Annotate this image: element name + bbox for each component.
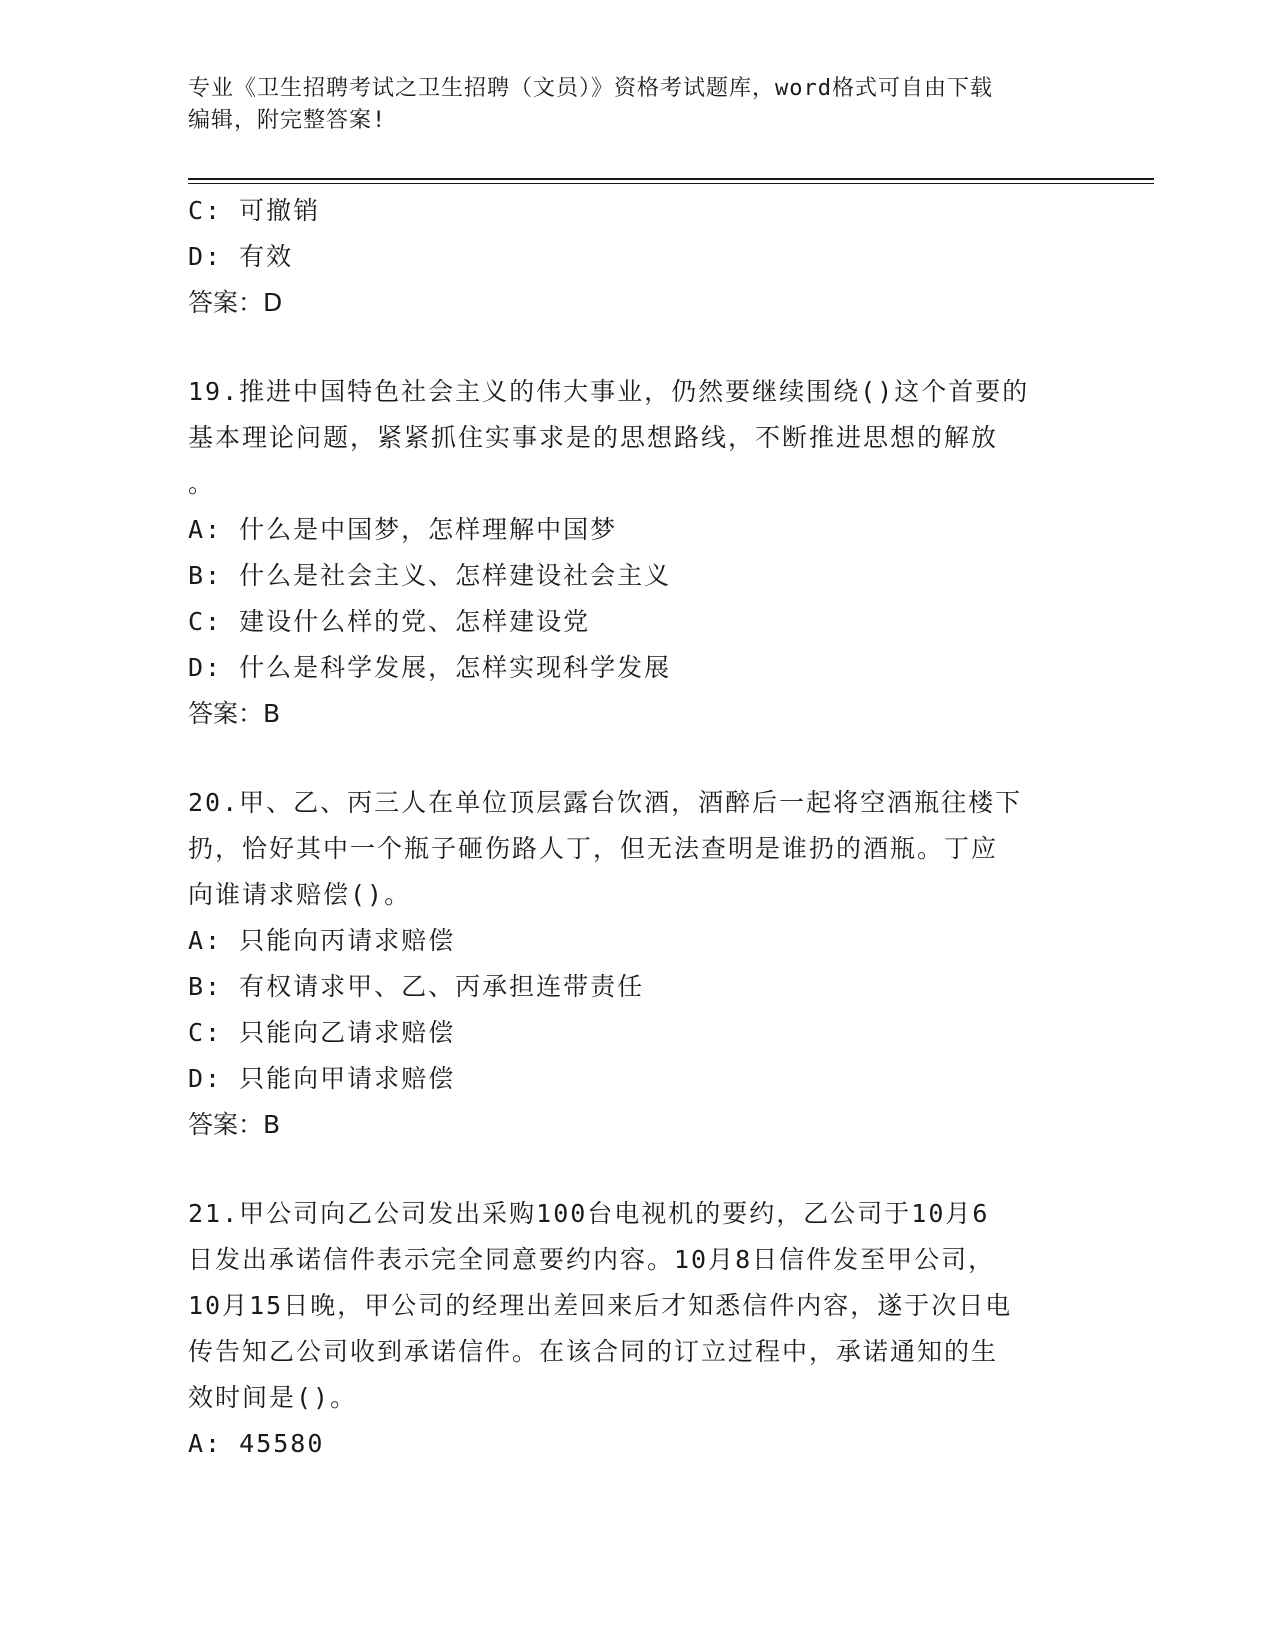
question-text-line: 效时间是()。 [188, 1383, 358, 1412]
question-21 [188, 1191, 1098, 1467]
answer-line: 答案：D [188, 288, 283, 317]
question-text-line: 。 [188, 469, 216, 498]
header-line-2: 编辑，附完整答案! [188, 108, 387, 133]
header-rule-thick [188, 178, 1154, 180]
option-a: A: 45580 [188, 1429, 325, 1458]
question-text-line: 19.推进中国特色社会主义的伟大事业，仍然要继续围绕()这个首要的 [188, 377, 1030, 406]
answer-line: 答案：B [188, 1110, 281, 1139]
spacer [188, 1148, 1098, 1191]
option-b: B: 有权请求甲、乙、丙承担连带责任 [188, 972, 645, 1001]
answer-line: 答案：B [188, 699, 281, 728]
question-text-line: 向谁请求赔偿()。 [188, 880, 412, 909]
question-text-line: 扔，恰好其中一个瓶子砸伤路人丁，但无法查明是谁扔的酒瓶。丁应 [188, 834, 999, 863]
option-a: A: 什么是中国梦，怎样理解中国梦 [188, 515, 618, 544]
option-a: A: 只能向丙请求赔偿 [188, 926, 456, 955]
option-c: C: 建设什么样的党、怎样建设党 [188, 607, 591, 636]
question-19 [188, 369, 1098, 737]
header-line-1: 专业《卫生招聘考试之卫生招聘（文员）》资格考试题库，word格式可自由下载 [188, 76, 993, 101]
question-text-line: 传告知乙公司收到承诺信件。在该合同的订立过程中，承诺通知的生 [188, 1337, 999, 1366]
spacer [188, 326, 1098, 369]
question-text-line: 21.甲公司向乙公司发出采购100台电视机的要约，乙公司于10月6 [188, 1199, 990, 1228]
question-20 [188, 780, 1098, 1148]
option-b: B: 什么是社会主义、怎样建设社会主义 [188, 561, 672, 590]
question-text-line: 10月15日晚，甲公司的经理出差回来后才知悉信件内容，遂于次日电 [188, 1291, 1013, 1320]
prev-question-block [188, 188, 1098, 326]
spacer [188, 737, 1098, 780]
option-d: D: 只能向甲请求赔偿 [188, 1064, 456, 1093]
option-d: D: 什么是科学发展，怎样实现科学发展 [188, 653, 672, 682]
header-rule-thin [188, 183, 1154, 184]
page-header [188, 73, 1088, 137]
option-c: C: 只能向乙请求赔偿 [188, 1018, 456, 1047]
option-d: D: 有效 [188, 242, 294, 271]
question-text-line: 日发出承诺信件表示完全同意要约内容。10月8日信件发至甲公司， [188, 1245, 996, 1274]
question-text-line: 基本理论问题，紧紧抓住实事求是的思想路线，不断推进思想的解放 [188, 423, 999, 452]
question-body [188, 188, 1098, 1467]
option-c: C: 可撤销 [188, 196, 321, 225]
question-text-line: 20.甲、乙、丙三人在单位顶层露台饮酒，酒醉后一起将空酒瓶往楼下 [188, 788, 1023, 817]
